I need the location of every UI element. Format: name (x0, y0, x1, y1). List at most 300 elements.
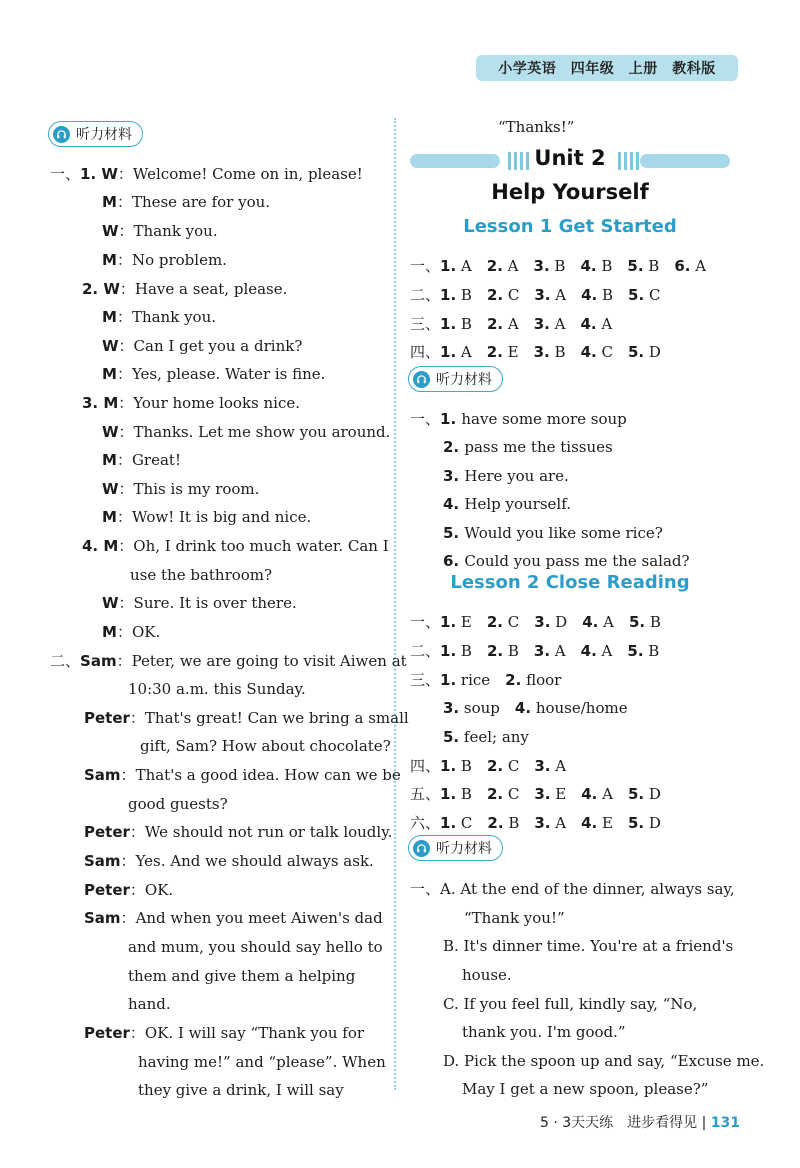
lesson-2-title: Lesson 2 Close Reading (450, 572, 690, 593)
text-line (443, 1051, 764, 1071)
answer: B (645, 613, 661, 631)
answer: B (456, 642, 472, 660)
footer-slogan: 5 · 3天天练 进步看得见 | (539, 1115, 711, 1131)
item-number: 4. (443, 495, 465, 513)
section-marker: 二、 (410, 642, 441, 660)
answer: B (643, 257, 660, 275)
text-line (410, 409, 627, 429)
item-number: 2. (505, 671, 522, 689)
text-line (102, 307, 216, 327)
page-number: 131 (710, 1115, 740, 1131)
answer: B (549, 257, 566, 275)
spacer (519, 642, 534, 660)
text-line (82, 536, 389, 556)
item-number: 2. (486, 257, 503, 275)
text-line (130, 565, 272, 585)
text-line (84, 880, 173, 900)
text-line (410, 756, 566, 776)
item-number: 3. (534, 286, 551, 304)
spacer (566, 642, 581, 660)
item-number: 4. (581, 286, 598, 304)
answer: A (598, 613, 614, 631)
spacer (612, 257, 627, 275)
answer: A (549, 315, 566, 333)
line-text: house. (462, 966, 512, 984)
line-text: hand. (128, 995, 171, 1013)
unit-title: Unit 2 (534, 146, 606, 170)
item-number: 3. (533, 642, 551, 660)
answer: A (690, 257, 707, 275)
line-text: ：OK. I will say “Thank you for (129, 1024, 365, 1042)
item-number: 2. (486, 642, 504, 660)
answer: A (550, 814, 567, 832)
line-text: having me!” and “please”. When (138, 1053, 386, 1071)
spacer (566, 343, 581, 361)
answer: A (503, 315, 519, 333)
text-line (138, 1052, 386, 1072)
spacer (519, 613, 534, 631)
spacer (472, 286, 487, 304)
item-number: 5. (627, 642, 644, 660)
answer: A (550, 757, 567, 775)
item-number: 6. (674, 257, 691, 275)
line-text: ：Welcome! Come on in, please! (117, 165, 363, 183)
item-number: 3. (534, 757, 551, 775)
speaker: M (102, 451, 117, 469)
line-text: ：Have a seat, please. (119, 280, 288, 298)
spacer (472, 343, 487, 361)
text-line (464, 908, 565, 928)
speaker: Sam (84, 909, 121, 927)
item-number: 4. (581, 785, 598, 803)
speaker: Sam (84, 766, 121, 784)
text-line (410, 784, 661, 804)
text-line (462, 965, 512, 985)
text-line (82, 393, 300, 413)
spacer (472, 257, 487, 275)
spacer (567, 613, 582, 631)
item-number: 5. (627, 785, 645, 803)
item-number: 3. (534, 785, 551, 803)
line-text: ：Your home looks nice. (118, 394, 301, 412)
text-line (128, 937, 383, 957)
answer: B (456, 286, 472, 304)
answer: rice (456, 671, 491, 689)
spacer (613, 343, 628, 361)
speaker: Peter (84, 1024, 130, 1042)
answer: A (456, 257, 472, 275)
line-text: ：Can I get you a drink? (118, 337, 303, 355)
text-line (84, 851, 374, 871)
text-line (140, 736, 391, 756)
item-number: 5. (628, 613, 646, 631)
line-text: them and give them a helping (128, 967, 356, 985)
text-line (443, 437, 613, 457)
answer: feel; any (459, 728, 529, 746)
text-line (102, 622, 160, 642)
text-line (138, 1080, 344, 1100)
answer: A (550, 286, 567, 304)
text-line (82, 279, 287, 299)
spacer (566, 286, 581, 304)
answer: C (503, 757, 520, 775)
line-text: ：Thank you. (116, 308, 216, 326)
line-text: ：Yes, please. Water is fine. (116, 365, 326, 383)
item-number: 1. (440, 671, 457, 689)
section-marker: 一、 (410, 880, 441, 898)
speaker: Sam (84, 852, 121, 870)
item-number: 3. (443, 699, 460, 717)
section-marker: 五、 (410, 785, 441, 803)
text-line (128, 994, 171, 1014)
book-series-tag: 小学英语 四年级 上册 教科版 (476, 55, 738, 81)
text-line (410, 641, 659, 661)
item-number: 3. (533, 315, 550, 333)
spacer (472, 757, 487, 775)
answer: A (597, 785, 613, 803)
answer: floor (521, 671, 562, 689)
text-line (102, 593, 297, 613)
item-number: 1. (440, 757, 457, 775)
text-line (128, 966, 355, 986)
item-number: 5. (627, 343, 645, 361)
item-number: 2. (486, 613, 504, 631)
text-line (50, 651, 407, 671)
answer: B (597, 286, 614, 304)
line-text: Could you pass me the salad? (464, 552, 690, 570)
text-line (84, 1023, 364, 1043)
item-number: 4. (581, 814, 598, 832)
text-line (102, 221, 218, 241)
line-text: and mum, you should say hello to (128, 938, 383, 956)
line-text: ：That's great! Can we bring a small (129, 709, 409, 727)
text-line (84, 908, 383, 928)
text-line (84, 822, 392, 842)
text-line (443, 494, 571, 514)
spacer (472, 315, 487, 333)
answer: house/home (531, 699, 628, 717)
item-number: 1. (440, 343, 457, 361)
spacer (472, 785, 487, 803)
text-line (102, 450, 181, 470)
item-number: 1. (440, 315, 457, 333)
section-marker: 三、 (410, 315, 441, 333)
line-text: A. At the end of the dinner, always say, (440, 880, 735, 898)
continued-text: “Thanks!” (498, 118, 575, 136)
speaker: M (103, 537, 119, 555)
line-text: Help yourself. (464, 495, 571, 513)
item-number: 1. (440, 613, 457, 631)
text-line (410, 314, 612, 334)
item-number: 3. (534, 613, 551, 631)
text-line (102, 192, 270, 212)
headphones-icon (413, 371, 430, 388)
section-marker: 三、 (410, 671, 441, 689)
answer: B (596, 257, 613, 275)
spacer (519, 257, 534, 275)
item-number: 3. (443, 467, 465, 485)
answer: C (456, 814, 473, 832)
line-text: ：OK. (116, 623, 161, 641)
item-number: 5. (627, 814, 645, 832)
item-number: 2. (82, 280, 104, 298)
answer: A (596, 642, 613, 660)
item-number: 4. (582, 613, 599, 631)
speaker: W (103, 280, 120, 298)
text-line (128, 679, 306, 699)
line-text: good guests? (128, 795, 228, 813)
spacer (565, 315, 580, 333)
line-text: D. Pick the spoon up and say, “Excuse me. (443, 1052, 765, 1070)
spacer (613, 814, 628, 832)
text-line (410, 879, 735, 899)
item-number: 5. (443, 524, 465, 542)
line-text: ：Wow! It is big and nice. (116, 508, 312, 526)
text-line (102, 364, 325, 384)
speaker: W (102, 594, 119, 612)
spacer (519, 343, 534, 361)
line-text: C. If you feel full, kindly say, “No, (443, 995, 698, 1013)
item-number: 1. (80, 165, 102, 183)
tag-label: 听力材料 (76, 127, 132, 143)
section-marker: 一、 (50, 165, 81, 183)
line-text: ：These are for you. (116, 193, 271, 211)
answer: D (644, 343, 661, 361)
text-line (410, 670, 561, 690)
speaker: W (102, 337, 119, 355)
item-number: 2. (486, 757, 504, 775)
answer: E (456, 613, 472, 631)
page-footer (500, 1112, 740, 1132)
item-number: 5. (627, 257, 644, 275)
item-number: 5. (443, 728, 460, 746)
spacer (613, 785, 628, 803)
listening-material-tag (408, 835, 503, 861)
text-line (102, 479, 259, 499)
spacer (614, 613, 629, 631)
section-marker: 六、 (410, 814, 441, 832)
text-line (128, 794, 228, 814)
answer: A (596, 315, 613, 333)
item-number: 3. (533, 343, 550, 361)
spacer (500, 699, 515, 717)
line-text: ：And when you meet Aiwen's dad (120, 909, 383, 927)
speaker: Peter (84, 823, 130, 841)
line-text: ：Thanks. Let me show you around. (118, 423, 391, 441)
answer: C (596, 343, 613, 361)
text-line (443, 936, 733, 956)
text-line (443, 466, 569, 486)
line-text: ：No problem. (116, 251, 227, 269)
item-number: 1. (440, 785, 457, 803)
line-text: have some more soup (461, 410, 627, 428)
tag-label: 听力材料 (436, 372, 492, 388)
line-text: use the bathroom? (130, 566, 273, 584)
line-text: ：Sure. It is over there. (118, 594, 297, 612)
line-text: Would you like some rice? (464, 524, 663, 542)
spacer (490, 671, 505, 689)
speaker: M (102, 193, 117, 211)
line-text: ：Yes. And we should always ask. (120, 852, 374, 870)
line-text: ：Oh, I drink too much water. Can I (118, 537, 389, 555)
answer: A (550, 642, 566, 660)
line-text: B. It's dinner time. You're at a friend's (443, 937, 734, 955)
item-number: 2. (486, 785, 504, 803)
text-line (443, 698, 628, 718)
item-number: 4. (514, 699, 532, 717)
line-text: 10:30 a.m. this Sunday. (128, 680, 306, 698)
speaker: W (101, 165, 118, 183)
speaker: Peter (84, 881, 130, 899)
text-line (443, 551, 690, 571)
speaker: M (103, 394, 119, 412)
answer: C (503, 785, 520, 803)
item-number: 3. (533, 257, 550, 275)
text-line (410, 612, 661, 632)
text-line (102, 422, 390, 442)
text-line (410, 813, 661, 833)
line-text: ：We should not run or talk loudly. (129, 823, 393, 841)
answer: E (550, 785, 567, 803)
line-text: pass me the tissues (464, 438, 613, 456)
text-line (443, 523, 663, 543)
answer: E (502, 343, 519, 361)
line-text: thank you. I'm good.” (462, 1023, 626, 1041)
section-marker: 二、 (50, 652, 81, 670)
section-marker: 二、 (410, 286, 441, 304)
spacer (613, 286, 628, 304)
text-line (50, 164, 363, 184)
text-line (102, 507, 311, 527)
speaker: W (102, 222, 119, 240)
spacer (472, 642, 487, 660)
listening-material-tag (48, 121, 143, 147)
item-number: 2. (486, 343, 503, 361)
line-text: ：That's a good idea. How can we be (120, 766, 401, 784)
text-line (443, 994, 697, 1014)
item-number: 4. (82, 537, 104, 555)
speaker: M (102, 308, 117, 326)
answer: B (456, 785, 472, 803)
text-line (462, 1079, 708, 1099)
item-number: 2. (443, 438, 465, 456)
text-line (410, 342, 661, 362)
item-number: 1. (440, 642, 457, 660)
spacer (519, 785, 534, 803)
item-number: 3. (534, 814, 551, 832)
text-line (84, 765, 401, 785)
speaker: W (102, 423, 119, 441)
spacer (519, 286, 534, 304)
item-number: 4. (580, 315, 597, 333)
item-number: 1. (440, 286, 457, 304)
answer: C (644, 286, 661, 304)
text-line (102, 250, 227, 270)
text-line (443, 727, 529, 747)
answer: soup (459, 699, 500, 717)
text-line (462, 1022, 626, 1042)
item-number: 4. (580, 343, 597, 361)
speaker: M (102, 508, 117, 526)
answer: E (597, 814, 613, 832)
line-text: gift, Sam? How about chocolate? (140, 737, 391, 755)
line-text: ：Thank you. (118, 222, 218, 240)
answer: B (456, 315, 472, 333)
item-number: 5. (628, 286, 645, 304)
text-line (410, 256, 706, 276)
item-number: 2. (486, 286, 504, 304)
answer: C (503, 286, 520, 304)
item-number: 1. (440, 814, 457, 832)
item-number: 1. (440, 410, 462, 428)
speaker: M (102, 623, 117, 641)
answer: B (549, 343, 566, 361)
spacer (565, 257, 580, 275)
answer: D (550, 613, 568, 631)
section-marker: 四、 (410, 343, 441, 361)
item-number: 2. (487, 814, 504, 832)
column-divider (394, 118, 396, 1090)
section-marker: 四、 (410, 757, 441, 775)
spacer (659, 257, 674, 275)
section-marker: 一、 (410, 410, 441, 428)
line-text: ：OK. (129, 881, 174, 899)
speaker: W (102, 480, 119, 498)
item-number: 1. (440, 257, 457, 275)
line-text: they give a drink, I will say (138, 1081, 344, 1099)
text-line (410, 285, 660, 305)
item-number: 3. (82, 394, 104, 412)
answer: D (644, 814, 661, 832)
text-line (102, 336, 302, 356)
spacer (566, 814, 581, 832)
text-line (84, 708, 409, 728)
unit-main-title: Help Yourself (491, 180, 649, 204)
spacer (612, 642, 627, 660)
unit-banner (410, 146, 730, 172)
spacer (519, 757, 534, 775)
answer: A (456, 343, 472, 361)
spacer (472, 814, 487, 832)
line-text: May I get a new spoon, please?” (462, 1080, 709, 1098)
line-text: “Thank you!” (464, 909, 565, 927)
line-text: ：This is my room. (118, 480, 260, 498)
spacer (519, 315, 534, 333)
speaker: Peter (84, 709, 130, 727)
speaker: M (102, 251, 117, 269)
spacer (566, 785, 581, 803)
headphones-icon (53, 126, 70, 143)
answer: D (644, 785, 661, 803)
tag-label: 听力材料 (436, 841, 492, 857)
headphones-icon (413, 840, 430, 857)
answer: B (643, 642, 660, 660)
speaker: Sam (80, 652, 117, 670)
lesson-1-title: Lesson 1 Get Started (463, 216, 677, 237)
listening-material-tag (408, 366, 503, 392)
item-number: 2. (486, 315, 504, 333)
answer: A (502, 257, 519, 275)
answer: B (503, 814, 520, 832)
answer: C (503, 613, 520, 631)
item-number: 4. (580, 257, 597, 275)
line-text: ：Peter, we are going to visit Aiwen at (116, 652, 407, 670)
answer: B (456, 757, 472, 775)
item-number: 6. (443, 552, 465, 570)
section-marker: 一、 (410, 613, 441, 631)
line-text: Here you are. (464, 467, 569, 485)
section-marker: 一、 (410, 257, 441, 275)
